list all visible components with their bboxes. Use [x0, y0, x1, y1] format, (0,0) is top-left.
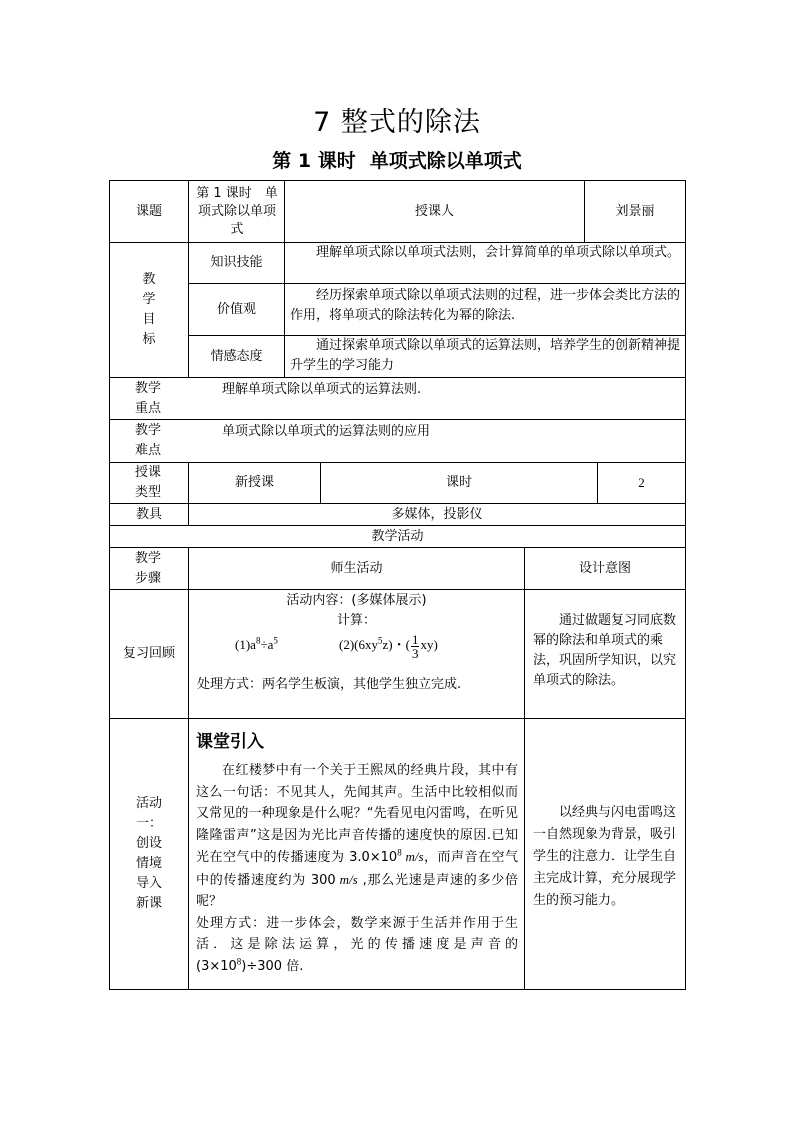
activity-column-header: 师生活动	[330, 560, 383, 576]
activity1-content	[196, 730, 518, 985]
goal-name-values: 价值观	[216, 301, 256, 317]
review-expression-2: $(2)(6xy^5z)$・( $\frac{1}{3}$ xy)	[339, 631, 438, 661]
document-title: 7 整式的除法	[313, 107, 481, 138]
review-label: 复习回顾	[122, 646, 175, 661]
goal-name-knowledge: 知识技能	[210, 255, 263, 270]
document-subtitle: 第 1 课时 单项式除以单项式	[272, 150, 522, 172]
steps-header: 教学步骤	[134, 550, 161, 586]
activity1-paragraph-2: 处理方式：进一步体会，数学来源于生活并作用于生活．这是除法运算，光的传播速度是声音的$(3\times 10^8)\div 300$ 倍.	[196, 915, 518, 974]
hours-value: 2	[638, 475, 645, 490]
intent-column-header: 设计意图	[578, 560, 631, 576]
topic-value: 第 1 课时 单项式除以单项式	[196, 185, 278, 237]
topic-label: 课题	[135, 203, 162, 219]
teacher-name: 刘景丽	[615, 203, 655, 219]
review-content-title: 活动内容：(多媒体展示)	[286, 593, 427, 608]
review-method: 处理方式：两名学生板演，其他学生独立完成.	[197, 677, 462, 692]
difficulty-label: 教学难点	[134, 423, 161, 458]
review-expression-1: $(1)a^8\div a^5$	[235, 635, 278, 652]
review-calc-label: 计算：	[336, 613, 376, 628]
activity1-heading: 课堂引入	[196, 732, 264, 752]
hours-label: 课时	[445, 475, 472, 490]
goal-text-values: 经历探索单项式除以单项式法则的过程，进一步体会类比方法的作用，将单项式的除法转化为幂的除法.	[290, 288, 681, 323]
key-point-text: 理解单项式除以单项式的运算法则.	[222, 382, 422, 397]
difficulty-text: 单项式除以单项式的运算法则的应用	[222, 424, 431, 439]
activity1-intent: 以经典与闪电雷鸣这一自然现象为背景，吸引学生的注意力．让学生自主完成计算，充分展现学生的预习能力。	[533, 805, 677, 908]
goals-label: 教 学 目 标	[142, 272, 156, 347]
lesson-type-value: 新授课	[234, 475, 274, 490]
activity1-label: 活动 一： 创设 情境 导入 新课	[135, 796, 162, 911]
goal-name-attitude: 情感态度	[210, 348, 263, 364]
review-intent: 通过做题复习同底数幂的除法和单项式的乘法，巩固所学知识，以究单项式的除法。	[533, 613, 677, 688]
goal-text-knowledge: 理解单项式除以单项式法则，会计算简单的单项式除以单项式。	[316, 245, 681, 260]
key-point-label: 教学重点	[134, 380, 161, 416]
teacher-label: 授课人	[414, 203, 454, 219]
activity-header: 教学活动	[371, 528, 424, 544]
review-content	[189, 591, 524, 717]
goal-text-attitude: 通过探索单项式除以单项式的运算法则，培养学生的创新精神提升学生的学习能力	[290, 338, 681, 373]
activity1-paragraph-1: 在红楼梦中有一个关于王熙凤的经典片段，其中有这么一句话：不见其人，先闻其声。生活中比较相似而又常见的一种现象是什么呢？“先看见电闪雷鸣，在听见隆隆雷声”这是因为光比声音传播的速度快的原因.已知光在空气中的传播速度为 $3.0\times 10^8$ m/s，而声音在空气中的传播速度约为 300 m/s ,那么光速是声速的多少倍呢？	[196, 763, 518, 909]
lesson-type-label: 授课类型	[134, 465, 161, 500]
tools-value: 多媒体，投影仪	[391, 506, 483, 522]
tools-label: 教具	[135, 506, 162, 522]
